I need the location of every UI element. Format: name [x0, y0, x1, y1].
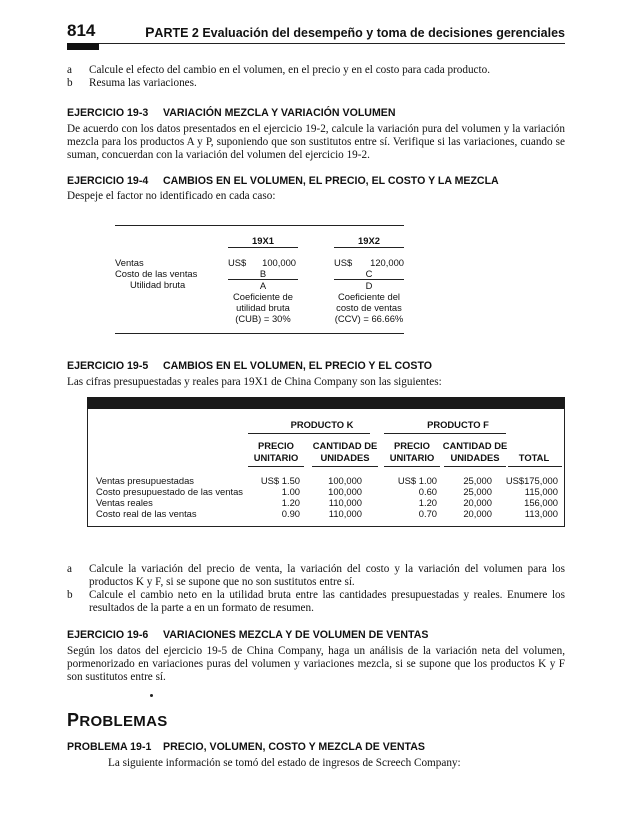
list-item	[67, 64, 565, 77]
exercise-number: EJERCICIO 19-4	[67, 175, 149, 187]
column-header: PRECIO	[394, 440, 430, 451]
item-label: b	[67, 77, 73, 89]
column-underline	[444, 466, 506, 467]
item-text: Calcule el efecto del cambio en el volumen, en el precio y en el costo para cada producto.	[89, 64, 491, 76]
group-underline	[384, 433, 506, 434]
list-item	[67, 589, 565, 615]
header-underline	[228, 247, 298, 248]
table-cell: 20,000	[463, 497, 492, 508]
exercise-heading	[67, 360, 432, 372]
exercise-number: EJERCICIO 19-3	[67, 107, 149, 119]
column-header: CANTIDAD DE	[312, 440, 378, 451]
column-header: UNITARIO	[253, 452, 299, 463]
group-header: PRODUCTO K	[290, 419, 354, 430]
header-block	[67, 43, 99, 50]
running-header	[145, 24, 565, 40]
table-cell: C	[334, 268, 404, 280]
exercise-heading	[67, 629, 428, 641]
table-cell: US$ 1.50	[260, 475, 300, 486]
table-cell: 120,000	[370, 257, 404, 268]
column-header: PRECIO	[258, 440, 294, 451]
stray-dot	[150, 694, 153, 697]
table-cell: 0.90	[281, 508, 300, 519]
row-label: Costo presupuestado de las ventas	[96, 486, 243, 497]
ratio-note: (CCV) = 66.66%	[334, 313, 404, 324]
table-cell: 25,000	[463, 486, 492, 497]
exercise-heading	[67, 107, 395, 119]
problem-title: PRECIO, VOLUMEN, COSTO Y MEZCLA DE VENTAS	[163, 741, 425, 753]
currency-prefix: US$	[228, 257, 247, 268]
table-cell: 1.20	[418, 497, 437, 508]
table-cell: 0.70	[418, 508, 437, 519]
table-cell: US$ 1.00	[397, 475, 437, 486]
row-label: Ventas reales	[96, 497, 153, 508]
column-header: UNITARIO	[389, 452, 435, 463]
column-header: UNIDADES	[450, 452, 500, 463]
section-title	[67, 710, 168, 731]
running-header-initial: P	[145, 24, 155, 40]
column-header: 19X2	[358, 235, 380, 246]
item-label: a	[67, 563, 72, 575]
table-top-rule	[115, 225, 404, 226]
item-label: b	[67, 589, 73, 601]
column-header: 19X1	[252, 235, 274, 246]
table-bottom-rule	[115, 333, 404, 334]
exercise-heading	[67, 175, 499, 187]
list-item	[67, 77, 565, 90]
item-label: a	[67, 64, 72, 76]
table-cell: 100,000	[328, 486, 362, 497]
column-underline	[508, 466, 562, 467]
ratio-note: Coeficiente de	[233, 291, 293, 302]
table-cell: 110,000	[328, 508, 362, 519]
table-cell: 1.00	[281, 486, 300, 497]
exercise-text: Según los datos del ejercicio 19-5 de China Company, haga un análisis de la variación neta del volumen, pormenorizado en variaciones puras del volumen y variaciones mezcla, si se supone que los productos K y F son sustitutos entre sí.	[67, 645, 565, 683]
group-header: PRODUCTO F	[427, 419, 489, 430]
item-text: Resuma las variaciones.	[89, 77, 197, 89]
table-cell: D	[365, 280, 373, 291]
column-header: UNIDADES	[320, 452, 370, 463]
exercise-number: EJERCICIO 19-5	[67, 360, 149, 372]
problem-number: PROBLEMA 19-1	[67, 741, 152, 753]
page-number: 814	[67, 21, 96, 40]
column-header: TOTAL	[518, 452, 550, 463]
table-cell: US$175,000	[505, 475, 558, 486]
column-underline	[248, 466, 304, 467]
table-cell: 25,000	[463, 475, 492, 486]
section-title-text: ROBLEMAS	[79, 713, 168, 730]
table-cell: 110,000	[328, 497, 362, 508]
exercise-title: CAMBIOS EN EL VOLUMEN, EL PRECIO, EL COSTO Y LA MEZCLA	[163, 175, 499, 187]
row-label: Costo real de las ventas	[96, 508, 197, 519]
running-header-text: ARTE 2 Evaluación del desempeño y toma de decisiones gerenciales	[154, 26, 565, 40]
table-cell: 100,000	[328, 475, 362, 486]
ratio-note: (CUB) = 30%	[235, 313, 291, 324]
problem-heading	[67, 741, 425, 753]
table-cell: 1.20	[281, 497, 300, 508]
exercise-title: CAMBIOS EN EL VOLUMEN, EL PRECIO Y EL COSTO	[163, 360, 433, 372]
column-underline	[384, 466, 440, 467]
exercise-text: Despeje el factor no identificado en cada caso:	[67, 190, 276, 202]
ratio-note: Coeficiente del	[337, 291, 401, 302]
section-title-initial: P	[67, 710, 80, 730]
exercise-number: EJERCICIO 19-6	[67, 629, 149, 641]
currency-prefix: US$	[334, 257, 353, 268]
table-cell: 100,000	[262, 257, 296, 268]
exercise-title: VARIACIÓN MEZCLA Y VARIACIÓN VOLUMEN	[163, 107, 396, 119]
header-underline	[334, 247, 404, 248]
table-cell: A	[259, 280, 267, 291]
column-underline	[312, 466, 378, 467]
exercise-text: De acuerdo con los datos presentados en el ejercicio 19-2, calcule la variación pura del volumen y la variación mezcla para los productos A y P, suponiendo que son sustitutos entre sí. Verifique si las variaciones, cuando se suman, concuerdan con la variación del volumen del ejercicio 19-2.	[67, 123, 565, 161]
table-cell: 20,000	[463, 508, 492, 519]
exercise-title: VARIACIONES MEZCLA Y DE VOLUMEN DE VENTAS	[163, 629, 429, 641]
table-cell: 115,000	[524, 486, 558, 497]
row-label: Ventas presupuestadas	[96, 475, 194, 486]
problem-text: La siguiente información se tomó del estado de ingresos de Screech Company:	[108, 757, 461, 769]
header-rule	[67, 43, 565, 44]
group-underline	[248, 433, 370, 434]
exercise-text: Las cifras presupuestadas y reales para 19X1 de China Company son las siguientes:	[67, 376, 442, 388]
row-label: Costo de las ventas	[115, 268, 198, 279]
table-cell: 113,000	[524, 508, 558, 519]
row-label: Ventas	[115, 257, 144, 268]
item-text: Calcule el cambio neto en la utilidad bruta entre las cantidades presupuestadas y reales. Enumere los resultados de la parte a en un formato de resumen.	[89, 589, 565, 614]
row-label: Utilidad bruta	[130, 279, 186, 290]
table-cell: 156,000	[524, 497, 558, 508]
ratio-note: utilidad bruta	[236, 302, 290, 313]
ratio-note: costo de ventas	[336, 302, 402, 313]
list-item	[67, 563, 565, 589]
table-cell: 0.60	[418, 486, 437, 497]
column-header: CANTIDAD DE	[442, 440, 508, 451]
table-header-bar	[87, 397, 565, 409]
table-cell: B	[228, 268, 298, 280]
item-text: Calcule la variación del precio de venta, la variación del costo y la variación del volumen para los productos K y F, si se supone que no son sustitutos entre sí.	[89, 563, 565, 588]
